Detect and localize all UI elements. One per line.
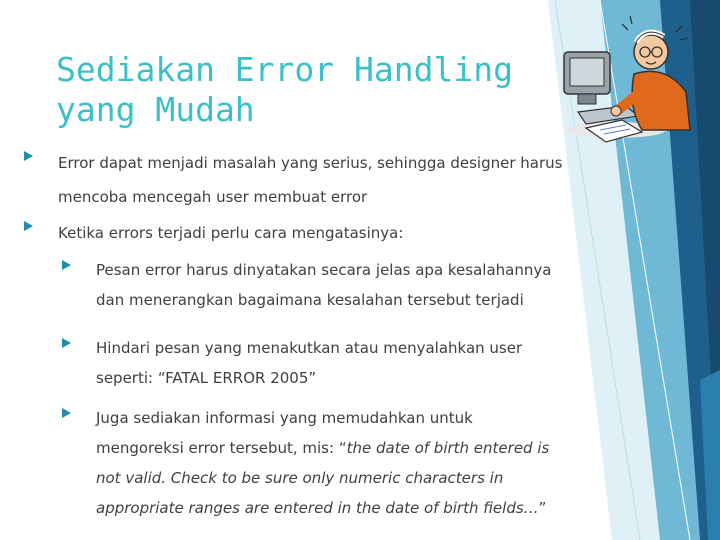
list-item — [24, 216, 584, 250]
bullet-text: Error dapat menjadi masalah yang serius, sehingga designer harus mencoba mencegah user membuat error — [58, 154, 563, 206]
sub-list-item — [62, 403, 552, 523]
sub-list-item — [62, 255, 552, 315]
sub-list-item — [62, 333, 552, 393]
title-line-2: yang Mudah — [56, 90, 255, 129]
sub-bullet-text: Hindari pesan yang menakutkan atau menyalahkan user seperti: “FATAL ERROR 2005” — [96, 339, 523, 387]
sub-bullet-text-plain: Juga sediakan informasi yang memudahkan untuk mengoreksi error tersebut, mis: “ — [96, 409, 473, 457]
sub-bullet-text: Pesan error harus dinyatakan secara jelas apa kesalahannya dan menerangkan bagaimana kesalahan tersebut terjadi — [96, 261, 552, 309]
triangle-bullet-icon — [62, 408, 71, 418]
triangle-bullet-icon — [24, 151, 33, 161]
computer-user-clipart-icon — [556, 12, 706, 147]
example-message-italic: the date of birth entered is not valid. Check to be sure only numeric characters in appropriate ranges are entered in the date of birth fields… — [96, 439, 550, 517]
title-line-1: Sediakan Error Handling — [56, 50, 513, 89]
triangle-bullet-icon — [62, 260, 71, 270]
triangle-bullet-icon — [62, 338, 71, 348]
bullet-text: Ketika errors terjadi perlu cara mengatasinya: — [58, 224, 404, 242]
slide-title — [56, 50, 536, 130]
triangle-bullet-icon — [24, 221, 33, 231]
list-item — [24, 146, 584, 214]
sub-bullet-text — [96, 403, 552, 523]
sub-bullet-text-end: ” — [538, 499, 547, 517]
